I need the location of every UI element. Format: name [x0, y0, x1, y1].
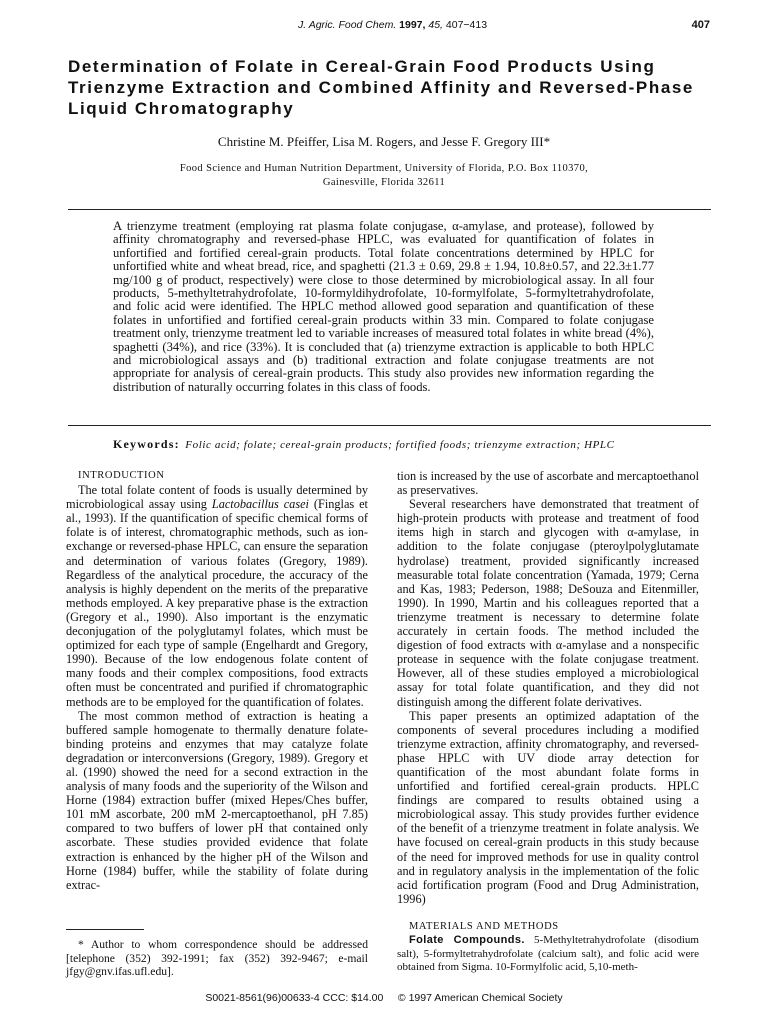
author-list: Christine M. Pfeiffer, Lisa M. Rogers, and Jesse F. Gregory III* [217, 134, 551, 149]
paragraph: tion is increased by the use of ascorbate and mercaptoethanol as preservatives. [397, 469, 699, 498]
affiliation [0, 162, 768, 190]
copyright-line: S0021-8561(96)00633-4 CCC: $14.00 © 1997 American Chemical Society [205, 992, 563, 1004]
section-heading-introduction: INTRODUCTION [78, 470, 165, 481]
paragraph: Folate Compounds. 5-Methyltetrahydrofolate (disodium salt), 5-formyltetrahydrofolate (calcium salt), and folic acid were obtained from Sigma. 10-Formylfolic acid, 5,10-meth- [397, 934, 699, 973]
abstract-bottom-rule [68, 425, 711, 426]
left-column [66, 469, 368, 892]
section-heading-materials-methods: MATERIALS AND METHODS [409, 920, 559, 932]
paragraph: This paper presents an optimized adaptation of the components of several procedures including a modified trienzyme extraction, affinity chromatography, and reversed-phase HPLC with UV diode array detection for quantification of the most abundant folate forms in unfortified and fortified cereal-grain products. HPLC findings are compared to results obtained using a microbiological assay. This study provides further evidence of the benefit of a trienzyme treatment in folate analysis. We have focused on cereal-grain products in this study because of the need for improved methods for use in quality control and in regulatory analysis in the implementation of the folic acid fortification program (Food and Drug Administration, 1996) [397, 708, 699, 906]
abstract-top-rule [68, 209, 711, 210]
running-header [0, 16, 768, 36]
page-number: 407 [691, 19, 710, 31]
affiliation-line-1: Food Science and Human Nutrition Department, University of Florida, P.O. Box 110370, [179, 163, 589, 174]
footnote-rule [66, 929, 144, 930]
paragraph: The total folate content of foods is usually determined by microbiological assay using Lactobacillus casei (Finglas et al., 1993). If the quantification of specific chemical forms of folate is of interest, chromatographic methods, such as ion-exchange or reversed-phase HPLC, can ensure the separation and determination of various folates (Gregory, 1989). Regardless of the analytical procedure, the accuracy of the analysis is highly dependent on the merits of the preparative methods employed. A key preparative phase is the extraction (Gregory et al., 1990). Also important is the enzymatic deconjugation of the polyglutamyl folates, which must be optimized for each type of sample (Engelhardt and Gregory, 1990). Because of the low endogenous folate content of many foods and their complex compositions, food extracts often must be concentrated and purified if chromatographic methods are to be employed for the quantification of folates. [66, 483, 368, 709]
article-title: Determination of Folate in Cereal-Grain Food Products Using Trienzyme Extraction and Combined Affinity and Reversed-Phase Liquid Chromatography [68, 57, 694, 118]
keywords-text: Folic acid; folate; cereal-grain products; fortified foods; trienzyme extraction; HPLC [185, 439, 615, 451]
abstract: A trienzyme treatment (employing rat plasma folate conjugase, α-amylase, and protease), followed by affinity chromatography and reversed-phase HPLC, was evaluated for quantification of folates in unfortified and fortified cereal-grain products. Total folate concentrations determined by HPLC for unfortified white and wheat bread, rice, and spaghetti (21.3 ± 0.69, 29.8 ± 1.94, 10.8±0.57, and 22.3±1.77 mg/100 g of product, respectively) were close to those determined by microbiological assay. In all four products, 5-methyltetrahydrofolate, 10-formyldihydrofolate, 10-formylfolate, 5-formyltetrahydrofolate, and folic acid were identified. The HPLC method allowed good separation and quantification of these folates in unfortified and fortified cereal-grain products within 33 min. Compared to folate conjugase treatment only, trienzyme treatment led to variable increases of measured total folates in white bread (4%), spaghetti (34%), and rice (33%). It is concluded that (a) trienzyme extraction is applicable to both HPLC and microbiological assays and (b) traditional extraction and folate conjugase treatments are not appropriate for analysis of cereal-grain products. This study also provides new information regarding the distribution of naturally occurring folates in this class of foods. [113, 219, 654, 394]
affiliation-line-2: Gainesville, Florida 32611 [322, 177, 446, 188]
paragraph: Several researchers have demonstrated that treatment of high-protein products with protease and treatment of food items high in starch and glycogen with α-amylase, in addition to the folate conjugase (pteroylpolyglutamate hydrolase) treatment, provided significantly increased measurable total folate concentration (Yamada, 1979; Cerna and Kas, 1983; Pederson, 1988; DeSouza and Eitenmiller, 1990). In 1990, Martin and his colleagues reported that a trienzyme treatment is necessary to determine folate accurately in certain foods. The method included the digestion of food extracts with α-amylase and a nonspecific protease in sequence with the folate conjugase treatment. However, all of these studies employed a microbiological assay for total folate quantification, and they did not distinguish among the different folate derivatives. [397, 497, 699, 709]
journal-citation: J. Agric. Food Chem. 1997, 45, 407−413 [298, 19, 488, 31]
paragraph: The most common method of extraction is heating a buffered sample homogenate to thermally denature folate-binding proteins and enzymes that may catalyze folate degradation or interconversions (Gregory, 1989). Gregory et al. (1990) showed the need for a second extraction in the analysis of many foods and the superiority of the Wilson and Horne (1984) extraction buffer (mixed Hepes/Ches buffer, 101 mM ascorbate, 200 mM 2-mercaptoethanol, pH 7.85) compared to two buffers of lower pH that contained only ascorbate. These studies provided evidence that folate extraction is enhanced by the higher pH of the Wilson and Horne (1984) buffer, while the stability of folate during extrac- [66, 708, 368, 892]
correspondence-footnote: * Author to whom correspondence should be addressed [telephone (352) 392-1991; fax (352) 392-9467; e-mail jfgy@gnv.ifas.ufl.edu]. [66, 938, 368, 979]
keywords-label: Keywords: [113, 437, 180, 451]
keywords [113, 437, 673, 452]
right-column [397, 469, 699, 975]
